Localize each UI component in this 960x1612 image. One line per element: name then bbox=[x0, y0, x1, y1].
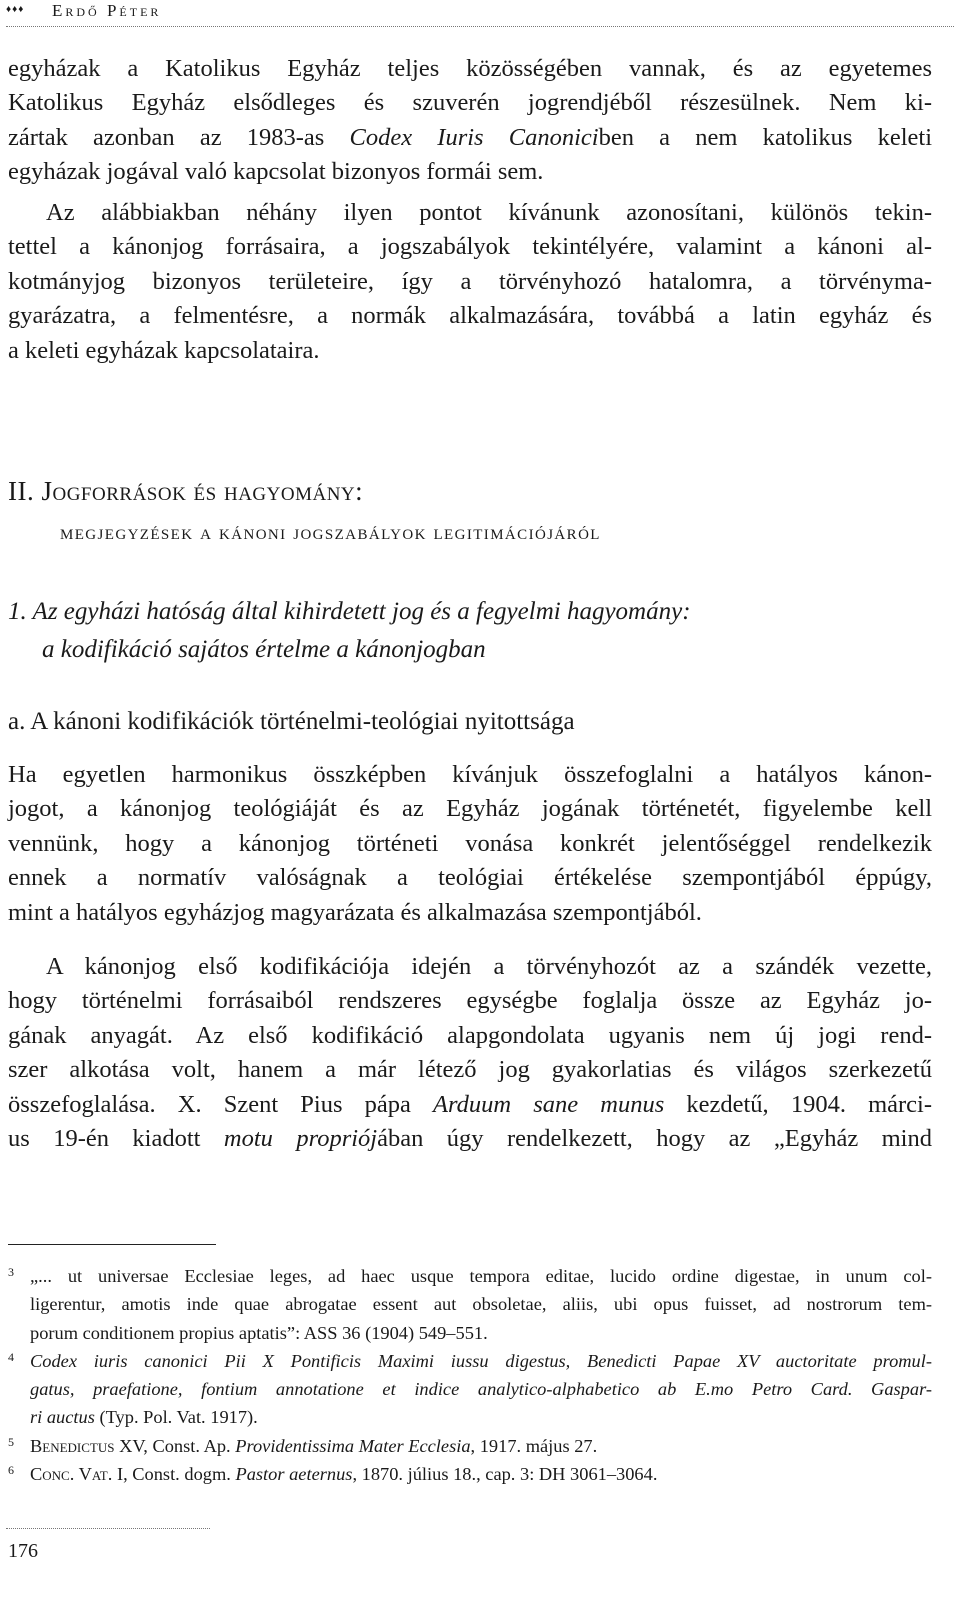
running-head bbox=[6, 0, 954, 27]
text-line: egyházak a Katolikus Egyház teljes közösségében vannak, és az egyetemes bbox=[8, 55, 932, 82]
text-line: ennek a normatív valóságnak a teológiai értékelése szempontjából éppúgy, bbox=[8, 864, 932, 892]
text-line: a keleti egyházak kapcsolataira. bbox=[8, 336, 320, 364]
footnote-4 bbox=[8, 1347, 932, 1432]
subheading-1 bbox=[8, 593, 691, 669]
text-line: mint a hatályos egyházjog magyarázata és alkalmazása szempontjából. bbox=[8, 898, 702, 926]
section-heading bbox=[8, 476, 363, 507]
text-line: gának anyagát. Az első kodifikáció alapgondolata ugyanis nem új jogi rend- bbox=[8, 1021, 932, 1049]
footnote-line: porum conditionem propius aptatis”: ASS 36 (1904) 549–551. bbox=[30, 1322, 488, 1343]
text-line: kotmányjog bizonyos területeire, így a törvényhozó hatalomra, a törvényma- bbox=[8, 267, 932, 295]
text-line: zártak azonban az 1983-as Codex Iuris Canoniciben a nem katolikus keleti bbox=[8, 123, 932, 151]
subheading-1-line-2: a kodifikáció sajátos értelme a kánonjogban bbox=[42, 636, 486, 663]
subheading-2: a. A kánoni kodifikációk történelmi-teológiai nyitottsága bbox=[8, 708, 575, 735]
text-line: hogy történelmi forrásaiból rendszeres egységbe foglalja össze az Egyház jo- bbox=[8, 987, 932, 1015]
text-line: A kánonjog első kodifikációja idején a törvényhozót az a szándék vezette, bbox=[46, 953, 932, 980]
subheading-1-line-1: 1. Az egyházi hatóság által kihirdetett jog és a fegyelmi hagyomány: bbox=[8, 598, 691, 625]
footnote-number: 6 bbox=[8, 1463, 14, 1478]
footnote-3 bbox=[8, 1262, 932, 1347]
footnotes bbox=[8, 1262, 932, 1488]
section-title: Jogforrások és hagyomány: bbox=[41, 476, 364, 506]
section-subtitle: megjegyzések a kánoni jogszabályok legitimációjáról bbox=[60, 520, 601, 544]
paragraph-1 bbox=[8, 52, 932, 190]
footnote-6 bbox=[8, 1460, 932, 1488]
text-line: us 19-én kiadott motu propriójában úgy rendelkezett, hogy az „Egyház mind bbox=[8, 1125, 932, 1153]
footnote-number: 4 bbox=[8, 1349, 14, 1364]
text-line: vennünk, hogy a kánonjog történeti vonása konkrét jelentőséggel rendelkezik bbox=[8, 829, 932, 857]
paragraph-2 bbox=[8, 196, 932, 368]
text-line: Katolikus Egyház elsődleges és szuverén jogrendjéből részesülnek. Nem ki- bbox=[8, 89, 932, 117]
footnote-line: gatus, praefatione, fontium annotatione et indice analytico-alphabetico ab E.mo Petro Card. Gaspar- bbox=[30, 1379, 932, 1400]
ornament-diamonds: ♦♦♦ bbox=[6, 4, 25, 15]
footnote-5 bbox=[8, 1432, 932, 1460]
italic-term: motu propriój bbox=[223, 1125, 378, 1153]
bottom-separator bbox=[6, 1528, 210, 1529]
text-line: Az alábbiakban néhány ilyen pontot kívánunk azonosítani, különös tekin- bbox=[46, 199, 932, 226]
footnote-number: 3 bbox=[8, 1265, 14, 1279]
footnote-number: 5 bbox=[8, 1434, 14, 1449]
italic-title: Codex Iuris Canonici bbox=[349, 123, 599, 151]
text-line: tettel a kánonjog forrásaira, a jogszabályok tekintélyére, valamint a kánoni al- bbox=[8, 233, 932, 261]
italic-title: Arduum sane munus bbox=[433, 1090, 665, 1118]
text-line: Ha egyetlen harmonikus összképben kívánjuk összefoglalni a hatályos kánon- bbox=[8, 761, 932, 788]
footnote-line: „... ut universae Ecclesiae leges, ad haec usque tempora editae, lucido ordine digestae, in unum col- bbox=[30, 1266, 932, 1286]
footnote-separator bbox=[8, 1244, 216, 1245]
paragraph-3 bbox=[8, 758, 932, 930]
footnote-line: Benedictus XV, Const. Ap. Providentissima Mater Ecclesia, 1917. május 27. bbox=[30, 1435, 598, 1456]
text-line: gyarázatra, a felmentésre, a normák alkalmazására, továbbá a latin egyház és bbox=[8, 302, 932, 330]
page-number: 176 bbox=[8, 1540, 38, 1562]
text-line: jogot, a kánonjog teológiáját és az Egyház jogának történetét, figyelembe kell bbox=[8, 795, 932, 823]
footnote-line: ligerentur, amotis inde quae abrogatae essent aut obsoletae, aliis, ubi opus fuisset, ad nostrorum tem- bbox=[30, 1294, 932, 1315]
footnote-line: Codex iuris canonici Pii X Pontificis Maximi iussu digestus, Benedicti Papae XV auctoritate promul- bbox=[30, 1350, 932, 1371]
paragraph-4 bbox=[8, 950, 932, 1156]
text-line: összefoglalása. X. Szent Pius pápa Arduum sane munus kezdetű, 1904. márci- bbox=[8, 1090, 933, 1118]
section-number: II. bbox=[8, 476, 35, 506]
running-head-author: Erdő Péter bbox=[52, 1, 162, 20]
text-line: egyházak jogával való kapcsolat bizonyos formái sem. bbox=[8, 158, 544, 186]
footnote-line: Conc. Vat. I, Const. dogm. Pastor aeternus, 1870. július 18., cap. 3: DH 3061–3064. bbox=[30, 1464, 658, 1485]
text-line: szer alkotása volt, hanem a már létező jog gyakorlatias és világos szerkezetű bbox=[8, 1056, 932, 1084]
footnote-line: ri auctus (Typ. Pol. Vat. 1917). bbox=[30, 1407, 258, 1428]
